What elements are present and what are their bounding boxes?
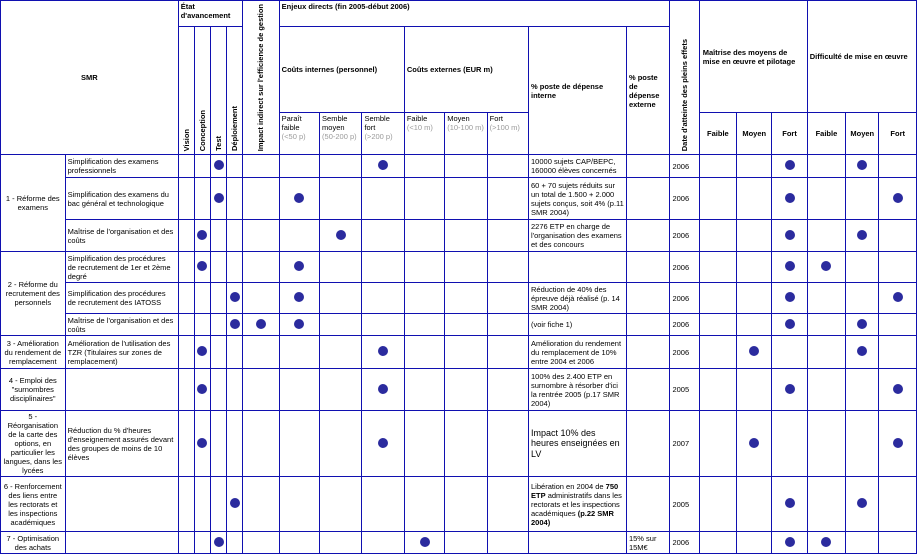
marker-dot (749, 346, 759, 356)
marker-dot (857, 230, 867, 240)
task-label: Réduction du % d'heures d'enseignement assurés devant des groupes de moins de 10 élèves (65, 411, 178, 477)
header-ce-faible: Faible (<10 m) (404, 113, 444, 155)
marker-dot (197, 261, 207, 271)
pct-externe-cell: 15% sur 15M€ (626, 532, 670, 554)
header-d-faible: Faible (807, 113, 845, 155)
header-pct-interne: % poste de dépense interne (529, 27, 627, 155)
header-deploiement (227, 27, 243, 155)
table-row (1, 477, 917, 532)
header-m-moyen: Moyen (737, 113, 772, 155)
header-impact (243, 1, 279, 155)
header-ci-fort: Semble fort (>200 p) (362, 113, 404, 155)
pct-interne-cell: 10000 sujets CAP/BEPC, 160000 élèves concernés (529, 155, 627, 178)
header-conception-text: Conception (197, 110, 207, 152)
pct-interne-cell: 60 + 70 sujets réduits sur un total de 1.500 + 2.000 sujets conçus, soit 4% (p.11 SMR 2004) (529, 178, 627, 220)
group-label: 7 - Optimisation des achats (1, 532, 66, 554)
marker-dot (749, 438, 759, 448)
marker-dot (785, 193, 795, 203)
marker-dot (378, 346, 388, 356)
date-cell: 2007 (670, 411, 699, 477)
date-cell: 2006 (670, 314, 699, 336)
table-row (1, 283, 917, 314)
header-ce-moyen: Moyen (10-100 m) (445, 113, 487, 155)
table-row (1, 178, 917, 220)
header-date-atteinte (670, 1, 699, 155)
header-d-fort: Fort (879, 113, 917, 155)
marker-dot (785, 319, 795, 329)
marker-dot (785, 230, 795, 240)
pct-externe-cell (626, 336, 670, 369)
header-smr: SMR (1, 1, 179, 155)
marker-dot (230, 319, 240, 329)
table-row (1, 220, 917, 252)
marker-dot (785, 384, 795, 394)
date-cell: 2006 (670, 283, 699, 314)
marker-dot (197, 384, 207, 394)
pct-interne-cell: Réduction de 40% des épreuve déjà réalisé (p. 14 SMR 2004) (529, 283, 627, 314)
header-test-text: Test (214, 136, 224, 152)
marker-dot (821, 261, 831, 271)
group-label: 6 - Renforcement des liens entre les rectorats et les inspections académiques (1, 477, 66, 532)
header-d-moyen: Moyen (846, 113, 879, 155)
pct-interne-cell (529, 532, 627, 554)
group-label: 3 - Amélioration du rendement de remplacement (1, 336, 66, 369)
marker-dot (214, 193, 224, 203)
pct-interne-cell (529, 252, 627, 283)
group-label: 1 - Réforme des examens (1, 155, 66, 252)
marker-dot (893, 292, 903, 302)
marker-dot (893, 438, 903, 448)
header-vision (178, 27, 194, 155)
date-cell: 2006 (670, 220, 699, 252)
marker-dot (230, 498, 240, 508)
task-label: Simplification des procédures de recrutement de 1er et 2ème degré (65, 252, 178, 283)
task-label (65, 532, 178, 554)
pct-externe-cell (626, 178, 670, 220)
date-cell: 2006 (670, 155, 699, 178)
pct-externe-cell (626, 411, 670, 477)
header-difficulte: Difficulté de mise en œuvre (807, 1, 916, 113)
marker-dot (785, 160, 795, 170)
marker-dot (893, 384, 903, 394)
group-label: 2 - Réforme du recrutement des personnels (1, 252, 66, 336)
table-row (1, 314, 917, 336)
marker-dot (893, 193, 903, 203)
marker-dot (214, 160, 224, 170)
header-deploiement-text: Déploiement (230, 106, 240, 152)
header-impact-text: Impact indirect sur l'efficience de gestion (256, 4, 266, 152)
marker-dot (857, 160, 867, 170)
task-label: Maîtrise de l'organisation et des coûts (65, 314, 178, 336)
table-row (1, 532, 917, 554)
table-row (1, 155, 917, 178)
marker-dot (420, 537, 430, 547)
marker-dot (821, 537, 831, 547)
pct-interne-cell: Impact 10% des heures enseignées en LV (529, 411, 627, 477)
marker-dot (378, 160, 388, 170)
marker-dot (294, 261, 304, 271)
date-cell: 2006 (670, 336, 699, 369)
pct-externe-cell (626, 369, 670, 411)
marker-dot (785, 498, 795, 508)
header-m-fort: Fort (772, 113, 807, 155)
date-cell: 2005 (670, 477, 699, 532)
group-label: 4 - Emploi des "surnombres disciplinaires" (1, 369, 66, 411)
marker-dot (294, 319, 304, 329)
marker-dot (378, 438, 388, 448)
pct-externe-cell (626, 477, 670, 532)
marker-dot (294, 292, 304, 302)
header-m-faible: Faible (699, 113, 736, 155)
header-test (210, 27, 226, 155)
table-row (1, 252, 917, 283)
header-etat-avancement: État d'avancement (178, 1, 243, 27)
marker-dot (197, 438, 207, 448)
marker-dot (378, 384, 388, 394)
task-label (65, 369, 178, 411)
pct-externe-cell (626, 252, 670, 283)
marker-dot (197, 346, 207, 356)
marker-dot (857, 319, 867, 329)
date-cell: 2006 (670, 532, 699, 554)
header-couts-externes: Coûts externes (EUR m) (404, 27, 528, 113)
pct-externe-cell (626, 314, 670, 336)
date-cell: 2006 (670, 178, 699, 220)
task-label (65, 477, 178, 532)
header-couts-internes: Coûts internes (personnel) (279, 27, 404, 113)
pct-interne-cell: 2276 ETP en charge de l'organisation des examens et des concours (529, 220, 627, 252)
marker-dot (857, 346, 867, 356)
header-maitrise: Maîtrise des moyens de mise en œuvre et pilotage (699, 1, 807, 113)
task-label: Maîtrise de l'organisation et des coûts (65, 220, 178, 252)
header-enjeux: Enjeux directs (fin 2005-début 2006) (279, 1, 670, 27)
pct-interne-cell: (voir fiche 1) (529, 314, 627, 336)
date-cell: 2006 (670, 252, 699, 283)
marker-dot (785, 537, 795, 547)
marker-dot (197, 230, 207, 240)
task-label: Simplification des examens du bac général et technologique (65, 178, 178, 220)
task-label: Amélioration de l'utilisation des TZR (Titulaires sur zones de remplacement) (65, 336, 178, 369)
marker-dot (857, 498, 867, 508)
marker-dot (214, 537, 224, 547)
header-ci-faible: Paraît faible (<50 p) (279, 113, 319, 155)
table-row (1, 411, 917, 477)
marker-dot (256, 319, 266, 329)
date-cell: 2005 (670, 369, 699, 411)
marker-dot (294, 193, 304, 203)
table-row (1, 336, 917, 369)
task-label: Simplification des examens professionnels (65, 155, 178, 178)
pct-externe-cell (626, 220, 670, 252)
pct-interne-cell: 100% des 2.400 ETP en surnombre à résorber d'ici la rentrée 2005 (p.17 SMR 2004) (529, 369, 627, 411)
marker-dot (336, 230, 346, 240)
table-row (1, 369, 917, 411)
header-conception (194, 27, 210, 155)
pct-interne-cell: Libération en 2004 de 750 ETP administratifs dans les rectorats et les inspections académiques (p.22 SMR 2004) (529, 477, 627, 532)
marker-dot (230, 292, 240, 302)
header-ce-fort: Fort (>100 m) (487, 113, 528, 155)
marker-dot (785, 261, 795, 271)
pct-externe-cell (626, 155, 670, 178)
group-label: 5 - Réorganisation de la carte des options, en particulier les langues, dans les lycées (1, 411, 66, 477)
header-ci-moyen: Semble moyen (50-200 p) (320, 113, 362, 155)
header-pct-externe: % poste de dépense externe (626, 27, 670, 155)
header-vision-text: Vision (181, 128, 191, 152)
pct-interne-cell: Amélioration du rendement du remplacement de 10% entre 2004 et 2006 (529, 336, 627, 369)
pct-externe-cell (626, 283, 670, 314)
task-label: Simplification des procédures de recrutement des IATOSS (65, 283, 178, 314)
marker-dot (785, 292, 795, 302)
header-date-text: Date d'atteinte des pleins effets (680, 39, 690, 152)
